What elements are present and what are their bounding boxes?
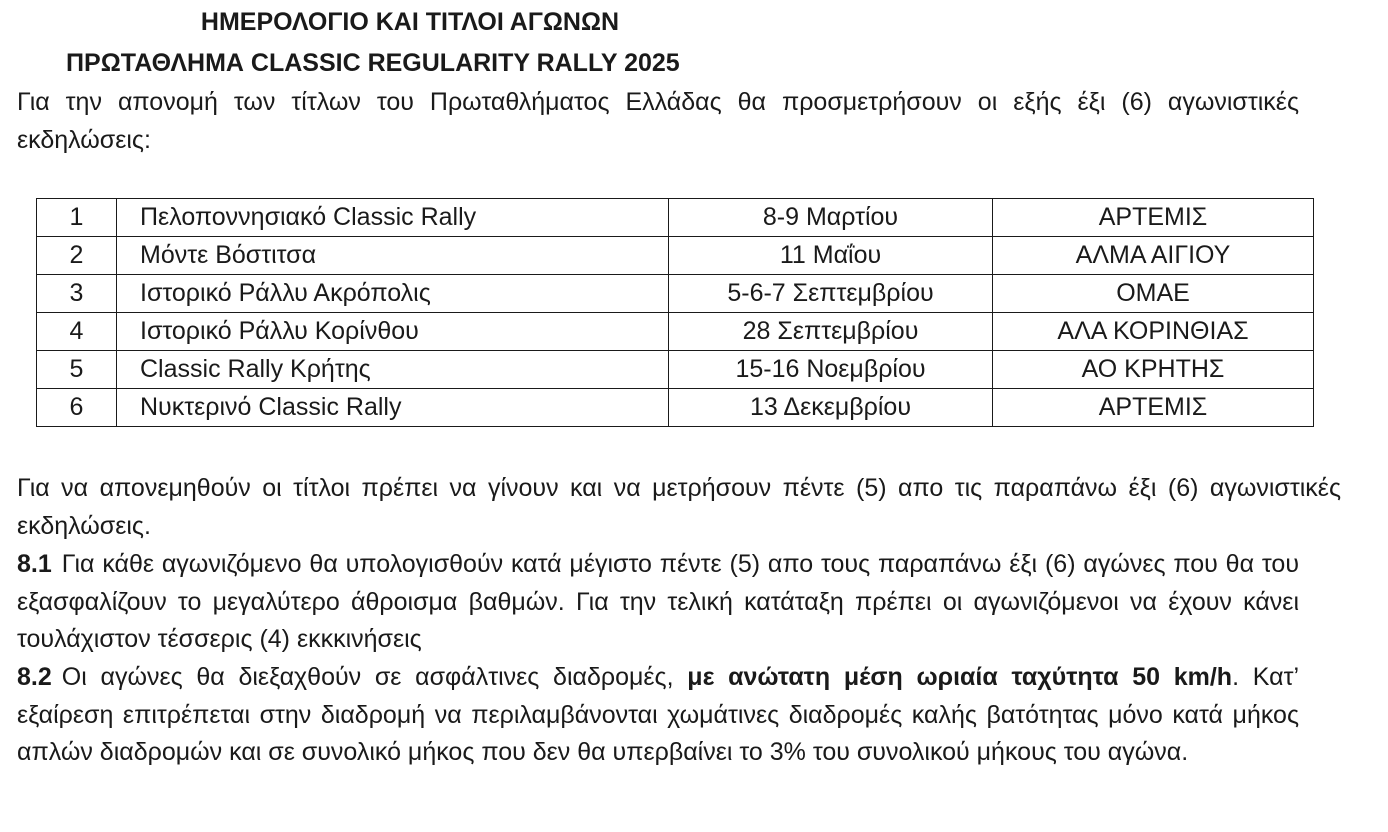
event-number: 3 — [37, 275, 117, 313]
event-organizer: ΟΜΑΕ — [993, 275, 1314, 313]
document-subtitle: ΠΡΩΤΑΘΛΗΜΑ CLASSIC REGULARITY RALLY 2025 — [66, 49, 680, 77]
table-row — [37, 199, 1314, 237]
event-date: 8-9 Μαρτίου — [669, 199, 993, 237]
intro-paragraph: Για την απονομή των τίτλων του Πρωταθλήματος Ελλάδας θα προσμετρήσουν οι εξής έξι (6) αγωνιστικές εκδηλώσεις: — [17, 88, 1299, 154]
event-number: 4 — [37, 313, 117, 351]
speed-limit-text: με ανώτατη μέση ωριαία ταχύτητα 50 km/h — [687, 663, 1233, 691]
table-row — [37, 275, 1314, 313]
event-organizer: ΑΡΤΕΜΙΣ — [993, 389, 1314, 427]
event-date: 5-6-7 Σεπτεμβρίου — [669, 275, 993, 313]
event-number: 5 — [37, 351, 117, 389]
titles-condition-paragraph: Για να απονεμηθούν οι τίτλοι πρέπει να γίνουν και να μετρήσουν πέντε (5) απο τις παραπάνω έξι (6) αγωνιστικές εκδηλώσεις. — [17, 474, 1341, 540]
event-name: Classic Rally Κρήτης — [117, 351, 669, 389]
event-date: 11 Μαΐου — [669, 237, 993, 275]
event-organizer: ΑΡΤΕΜΙΣ — [993, 199, 1314, 237]
event-organizer: ΑΟ ΚΡΗΤΗΣ — [993, 351, 1314, 389]
event-name: Ιστορικό Ράλλυ Ακρόπολις — [117, 275, 669, 313]
event-name: Ιστορικό Ράλλυ Κορίνθου — [117, 313, 669, 351]
section-number: 8.1 — [17, 550, 52, 578]
section-8-1 — [17, 546, 1299, 659]
table-row — [37, 351, 1314, 389]
event-number: 6 — [37, 389, 117, 427]
event-number: 1 — [37, 199, 117, 237]
event-organizer: ΑΛΑ ΚΟΡΙΝΘΙΑΣ — [993, 313, 1314, 351]
section-number: 8.2 — [17, 663, 52, 691]
event-organizer: ΑΛΜΑ ΑΙΓΙΟΥ — [993, 237, 1314, 275]
event-name: Πελοποννησιακό Classic Rally — [117, 199, 669, 237]
event-number: 2 — [37, 237, 117, 275]
events-table — [36, 198, 1314, 427]
event-name: Νυκτερινό Classic Rally — [117, 389, 669, 427]
section-8-2 — [17, 659, 1299, 772]
section-text: Οι αγώνες θα διεξαχθούν σε ασφάλτινες διαδρομές, — [61, 663, 688, 691]
section-text: Για κάθε αγωνιζόμενο θα υπολογισθούν κατά μέγιστο πέντε (5) απο τους παραπάνω έξι (6) αγώνες που θα του εξασφαλίζουν το μεγαλύτερο άθροισμα βαθμών. Για την τελική κατάταξη πρέπει οι αγωνιζόμενοι να έχουν κάνει τουλάχιστον τέσσερις (4) εκκκινήσεις — [17, 550, 1299, 654]
event-name: Μόντε Βόστιτσα — [117, 237, 669, 275]
event-date: 13 Δεκεμβρίου — [669, 389, 993, 427]
table-row — [37, 389, 1314, 427]
table-row — [37, 237, 1314, 275]
table-row — [37, 313, 1314, 351]
document-title: ΗΜΕΡΟΛΟΓΙΟ ΚΑΙ ΤΙΤΛΟΙ ΑΓΩΝΩΝ — [200, 8, 620, 36]
event-date: 28 Σεπτεμβρίου — [669, 313, 993, 351]
event-date: 15-16 Νοεμβρίου — [669, 351, 993, 389]
section-text-continued: . Κατ’ εξαίρεση επιτρέπεται στην διαδρομή να περιλαμβάνονται χωμάτινες διαδρομές καλής βατότητας μόνο κατά μήκος απλών διαδρομών και σε συνολικό μήκος που δεν θα υπερβαίνει το 3% του συνολικού μήκους του αγώνα. — [17, 663, 1299, 767]
